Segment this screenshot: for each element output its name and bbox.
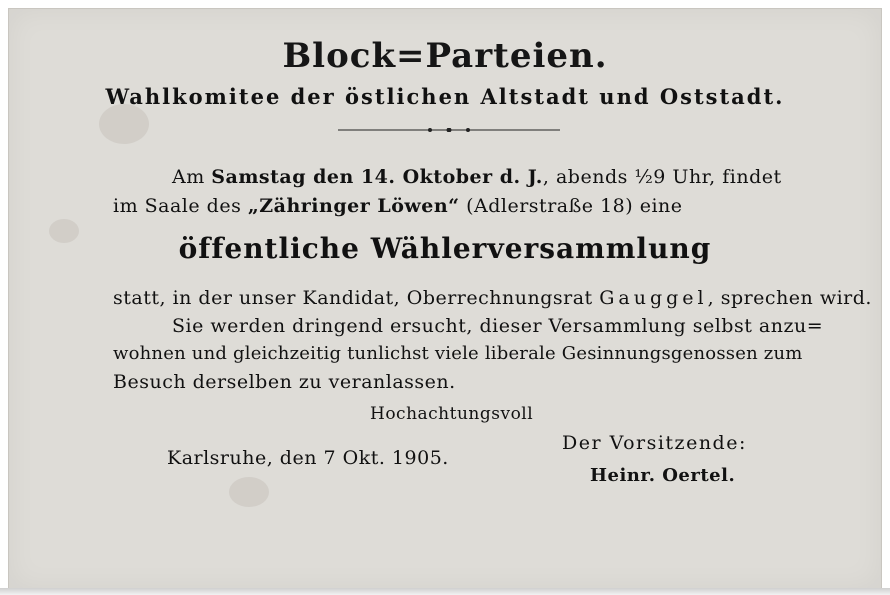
place-and-date: Karlsruhe, den 7 Okt. 1905. [167,447,449,469]
venue-name: „Zähringer Löwen“ [247,195,460,217]
meeting-time-text: , abends ½9 Uhr, findet [542,166,782,188]
paragraph2-line3: wohnen und gleichzeitig tunlichst viele liberale Gesinnungsgenossen zum [113,343,803,364]
meeting-date: Samstag den 14. Oktober d. J. [211,166,543,188]
meeting-heading: öffentliche Wählerversammlung [178,232,712,265]
signatory-name: Heinr. Oertel. [590,465,736,486]
paper-stain [229,477,269,507]
paper-stain [99,104,149,144]
document-title: Block=Parteien. [282,36,608,76]
document-subtitle: Wahlkomitee der östlichen Altstadt und Oststadt. [105,84,785,109]
intro-text: Am [172,166,212,188]
closing-salutation: Hochachtungsvoll [370,404,534,424]
paragraph1-line2 [113,195,683,217]
paragraph2-line4: Besuch derselben zu veranlassen. [113,371,456,393]
paragraph2-line2: Sie werden dringend ersucht, dieser Versammlung selbst anzu= [172,315,824,337]
signatory-title: Der Vorsitzende: [562,432,747,454]
paragraph1-line1 [172,166,782,188]
venue-address: (Adlerstraße 18) eine [459,195,683,217]
ornamental-divider [338,128,560,132]
venue-intro: im Saale des [113,195,248,217]
candidate-rest: , sprechen wird. [707,287,872,309]
page-edge [0,588,890,595]
candidate-name: Gauggel [599,287,708,309]
paragraph2-line1 [113,287,872,309]
candidate-intro: statt, in der unser Kandidat, Oberrechnungsrat [113,287,600,309]
